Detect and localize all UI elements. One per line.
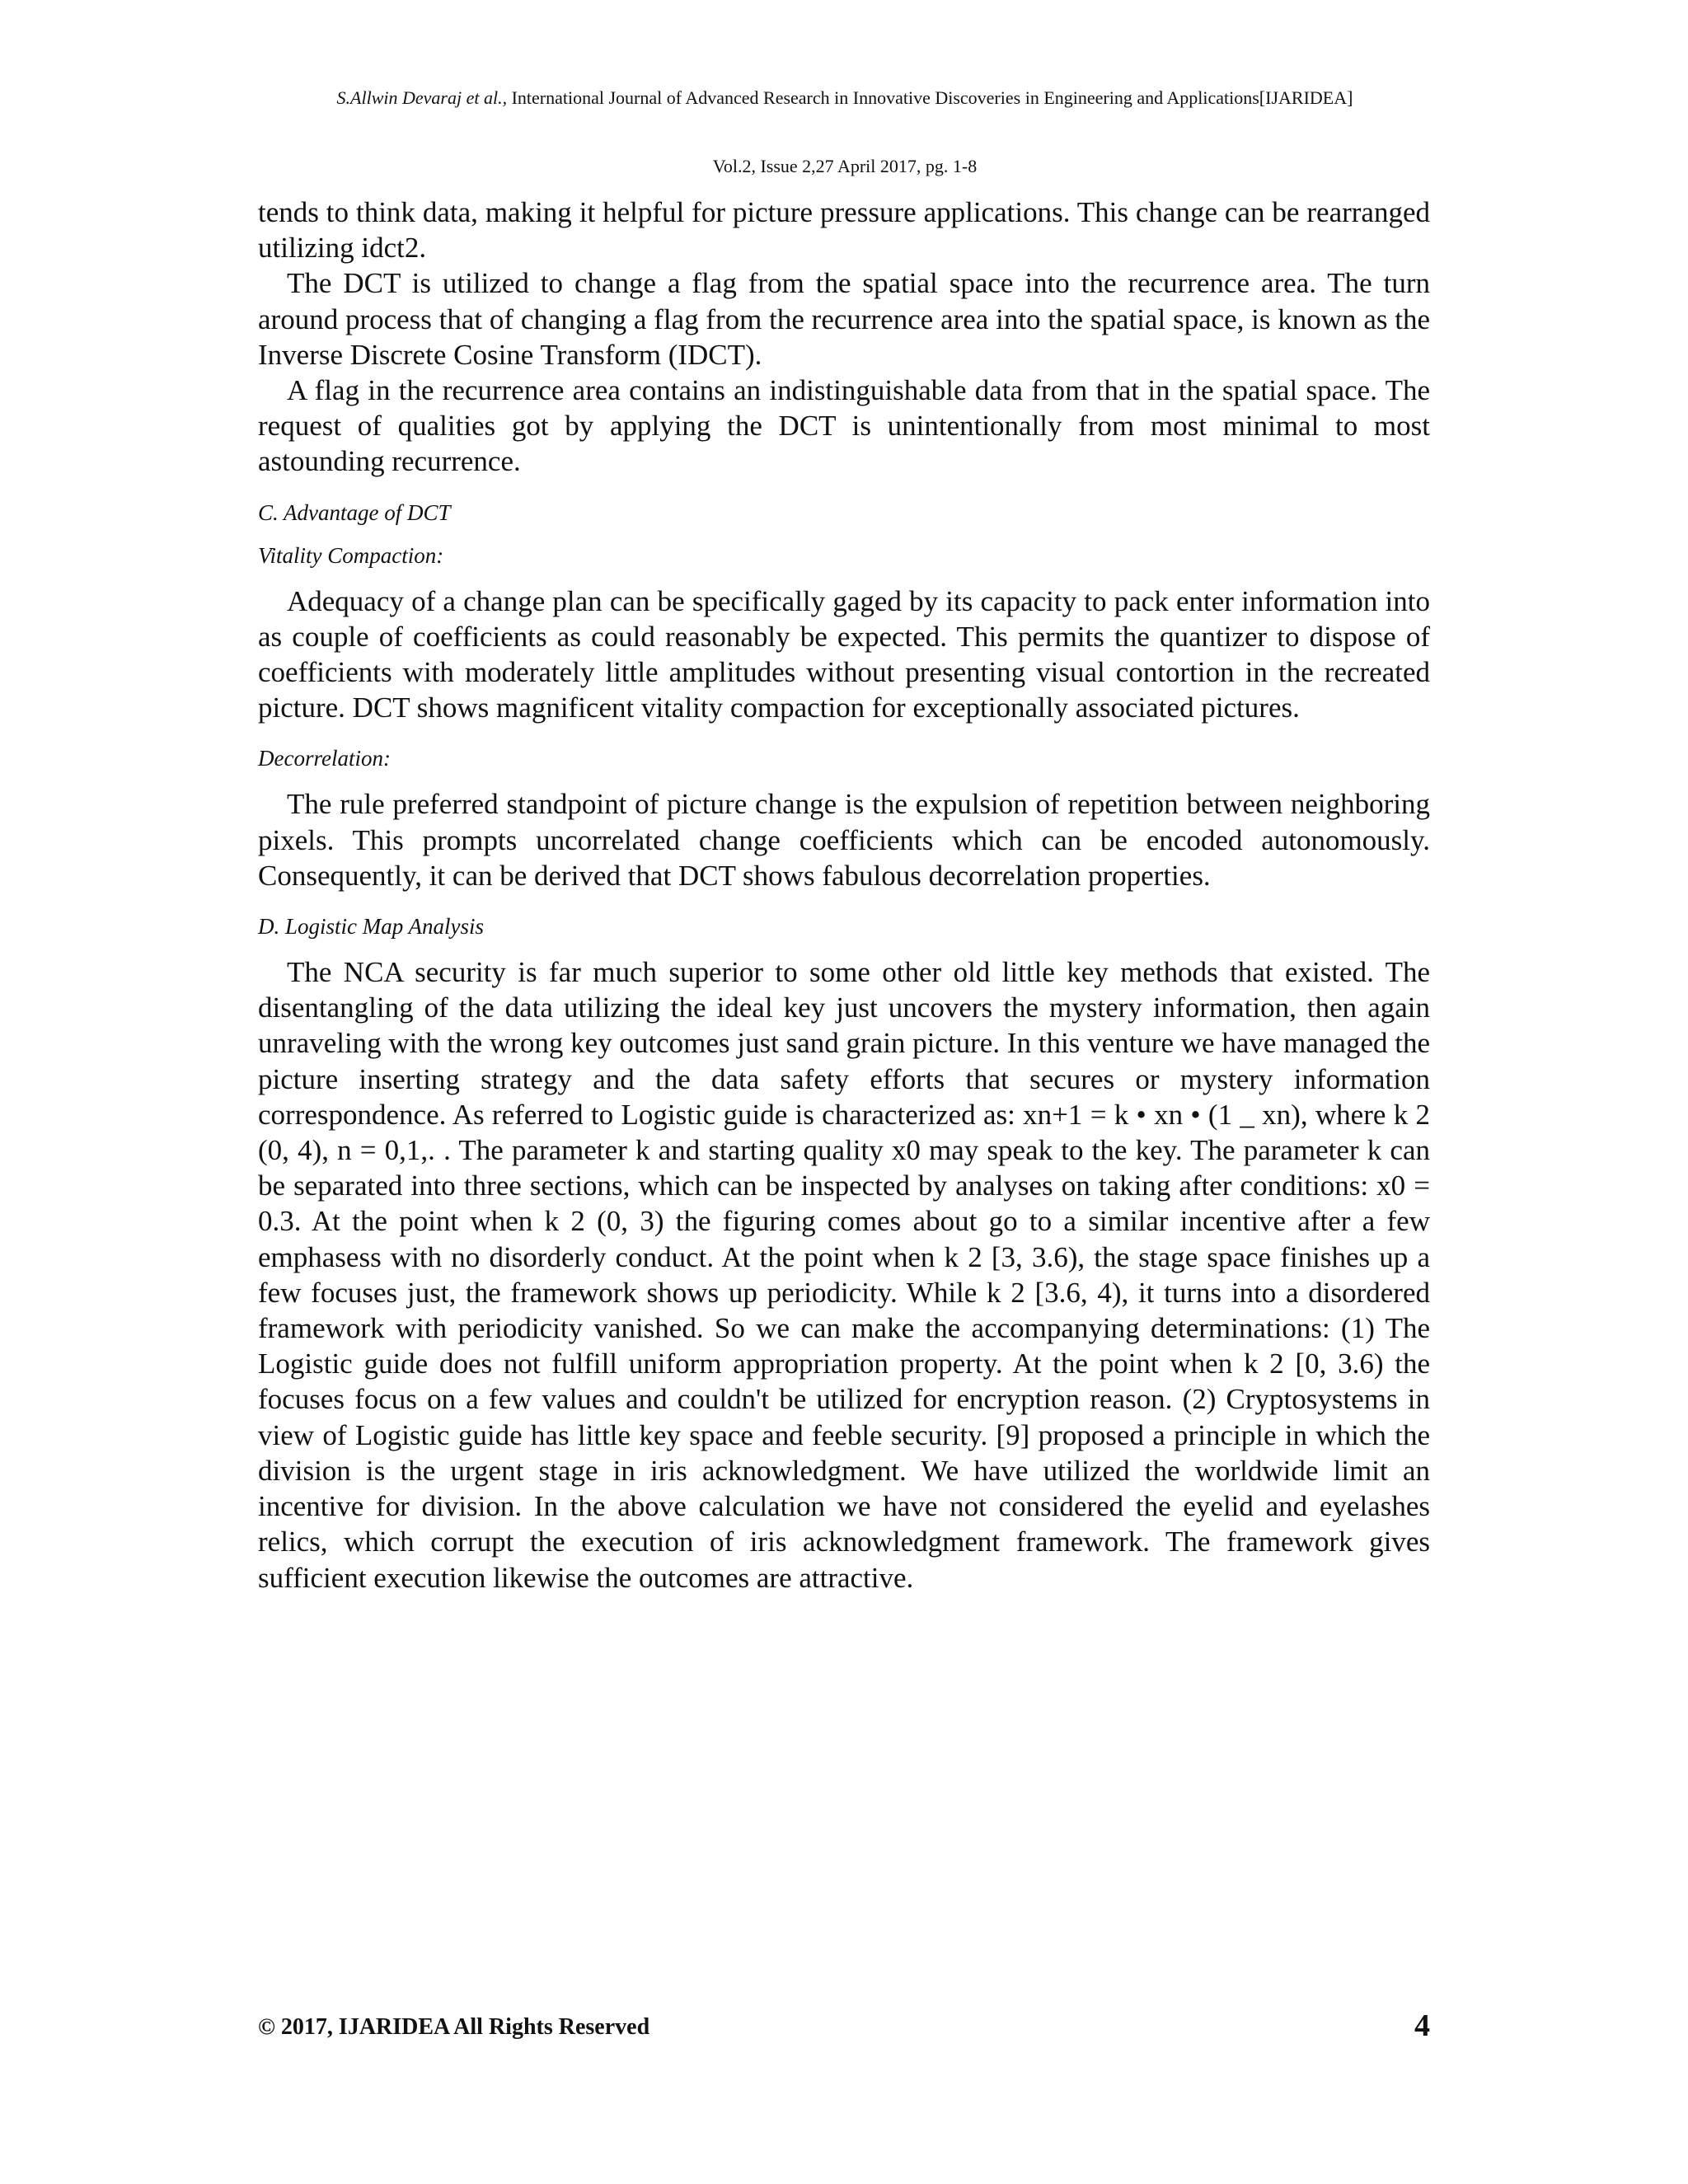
paragraph-decorrelation: The rule preferred standpoint of picture change is the expulsion of repetition between neighboring pixels. This prompts uncorrelated change coefficients which can be encoded autonomously. Consequently, it can be derived that DCT shows fabulous decorrelation properties. — [258, 788, 1430, 892]
section-heading-d: D. Logistic Map Analysis — [258, 914, 485, 940]
subheading-decorrelation: Decorrelation: — [258, 746, 391, 771]
paragraph-dct-definition: The DCT is utilized to change a flag from the spatial space into the recurrence area. The turn around process that of changing a flag from the recurrence area into the spatial space, is known as the Inverse Discrete Cosine Transform (IDCT). — [258, 267, 1430, 371]
paragraph-vitality-compaction: Adequacy of a change plan can be specifically gaged by its capacity to pack enter information into as couple of coefficients as could reasonably be expected. This permits the quantizer to dispose of coefficients with moderately little amplitudes without presenting visual contortion in the recreated picture. DCT shows magnificent vitality compaction for exceptionally associated pictures. — [258, 584, 1430, 724]
paragraph-logistic-map: The NCA security is far much superior to some other old little key methods that existed. The disentangling of the data utilizing the ideal key just uncovers the mystery information, then again unraveling with the wrong key outcomes just sand grain picture. In this venture we have managed the picture inserting strategy and the data safety efforts that secures or mystery information correspondence. As referred to Logistic guide is characterized as: xn+1 = k • xn • (1 _ xn), where k 2 (0, 4), n = 0,1,. . The parameter k and starting quality x0 may speak to the key. The parameter k can be separated into three sections, which can be inspected by analyses on taking after conditions: x0 = 0.3. At the point when k 2 (0, 3) the figuring comes about go to a similar incentive after a few emphasess with no disorderly conduct. At the point when k 2 [3, 3.6), the stage space finishes up a few focuses just, the framework shows up periodicity. While k 2 [3.6, 4), it turns into a disordered framework with periodicity vanished. So we can make the accompanying determinations: (1) The Logistic guide does not fulfill uniform appropriation property. At the point when k 2 [0, 3.6) the focuses focus on a few values and couldn't be utilized for encryption reason. (2) Cryptosystems in view of Logistic guide has little key space and feeble security. [9] proposed a principle in which the division is the urgent stage in iris acknowledgment. We have utilized the worldwide limit an incentive for division. In the above calculation we have not considered the eyelid and eyelashes relics, which corrupt the execution of iris acknowledgment framework. The framework gives sufficient execution likewise the outcomes are attractive. — [258, 956, 1430, 1594]
paragraph-continuation: tends to think data, making it helpful for picture pressure applications. This change can be rearranged utilizing idct2. — [258, 196, 1430, 265]
header-volume-info: Vol.2, Issue 2,27 April 2017, pg. 1-8 — [712, 156, 978, 176]
header-journal: International Journal of Advanced Research in Innovative Discoveries in Engineering and Applications[IJARIDEA] — [507, 87, 1353, 108]
page-number: 4 — [1414, 2008, 1430, 2043]
subheading-vitality-compaction: Vitality Compaction: — [258, 542, 444, 568]
body-text — [258, 194, 1430, 1596]
section-heading-c: C. Advantage of DCT — [258, 499, 451, 525]
footer-copyright: © 2017, IJARIDEA All Rights Reserved — [258, 2014, 650, 2040]
running-header — [247, 86, 1442, 110]
header-author: S.Allwin Devaraj et al., — [336, 87, 508, 108]
paragraph-recurrence-area: A flag in the recurrence area contains an indistinguishable data from that in the spatial space. The request of qualities got by applying the DCT is unintentionally from most minimal to most astounding recurrence. — [258, 374, 1430, 478]
